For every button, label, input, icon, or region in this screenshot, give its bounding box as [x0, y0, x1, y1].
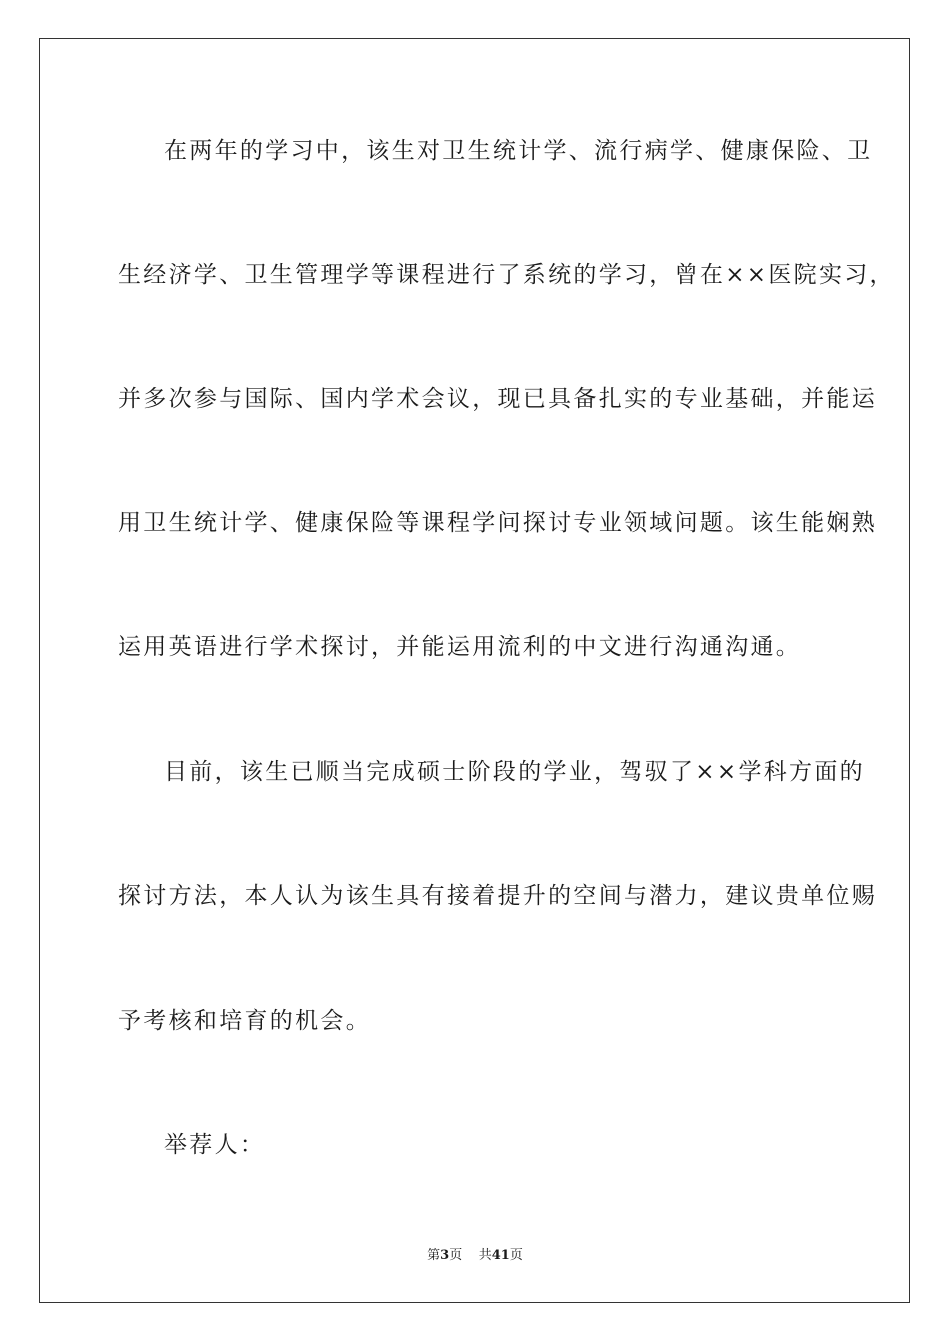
paragraph-1-line-1: 在两年的学习中，该生对卫生统计学、流行病学、健康保险、卫 [164, 138, 873, 164]
paragraph-2-line-1: 目前，该生已顺当完成硕士阶段的学业，驾驭了××学科方面的 [164, 759, 865, 785]
footer-total-suffix: 页 [509, 1248, 523, 1263]
paragraph-2-line-3: 予考核和培育的机会。 [118, 1008, 371, 1034]
footer-total-pages: 41 [491, 1248, 510, 1263]
footer-page-number: 3 [440, 1248, 450, 1263]
paragraph-2-line-2: 探讨方法，本人认为该生具有接着提升的空间与潜力，建议贵单位赐 [118, 883, 877, 909]
footer-page-prefix: 第 [427, 1248, 441, 1263]
footer-total-prefix: 共 [478, 1248, 492, 1263]
paragraph-1-line-5: 运用英语进行学术探讨，并能运用流利的中文进行沟通沟通。 [118, 634, 802, 660]
paragraph-1-line-3: 并多次参与国际、国内学术会议，现已具备扎实的专业基础，并能运 [118, 386, 877, 412]
paragraph-1-line-4: 用卫生统计学、健康保险等课程学问探讨专业领域问题。该生能娴熟 [118, 510, 877, 536]
recommender-label: 举荐人： [164, 1132, 266, 1158]
footer-page-suffix: 页 [449, 1248, 463, 1263]
paragraph-1-line-2: 生经济学、卫生管理学等课程进行了系统的学习，曾在××医院实习， [118, 262, 895, 288]
page-footer [0, 1247, 950, 1265]
page-border [39, 38, 910, 1303]
